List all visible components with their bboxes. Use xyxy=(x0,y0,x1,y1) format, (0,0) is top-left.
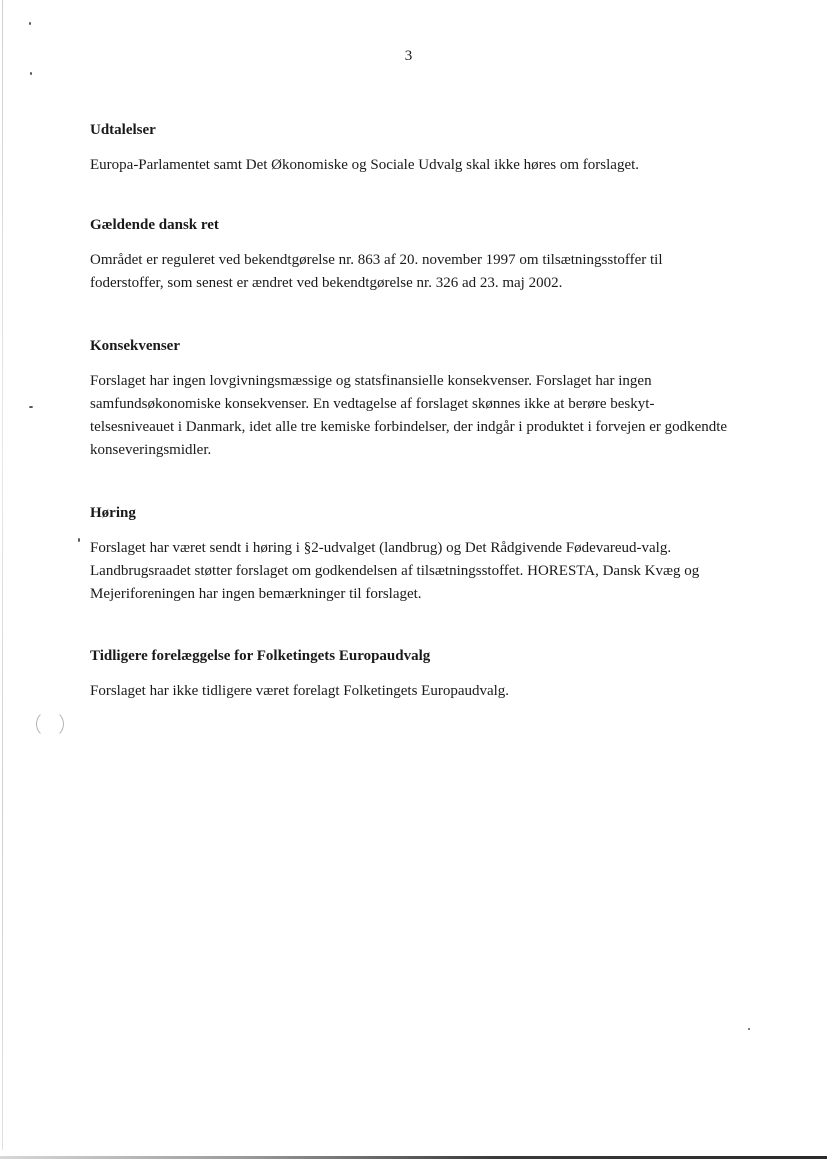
scan-speck xyxy=(29,406,33,408)
section-konsekvenser xyxy=(90,336,730,462)
scan-speck xyxy=(30,72,32,75)
section-heading: Udtalelser xyxy=(90,122,156,138)
section-udtalelser xyxy=(90,120,730,177)
scan-speck xyxy=(78,538,80,542)
section-gaeldende-dansk-ret xyxy=(90,215,730,295)
section-body: Forslaget har været sendt i høring i §2-udvalget (landbrug) og Det Rådgivende Fødevareud-valg. Landbrugsraadet støtter forslaget om godkendelsen af tilsætningsstoffet. HORESTA, Dansk Kvæg og Mejeriforeningen har ingen bemærkninger til forslaget. xyxy=(90,540,700,602)
section-body: Forslaget har ikke tidligere været forelagt Folketingets Europaudvalg. xyxy=(90,683,510,699)
scan-speck xyxy=(748,1028,750,1030)
section-heading: Konsekvenser xyxy=(90,338,180,354)
section-body: Området er reguleret ved bekendtgørelse nr. 863 af 20. november 1997 om tilsætningsstoffer til foderstoffer, som senest er ændret ved bekendtgørelse nr. 326 ad 23. maj 2002. xyxy=(90,252,663,291)
section-body: Forslaget har ingen lovgivningsmæssige og statsfinansielle konsekvenser. Forslaget har ingen samfundsøkonomiske konsekvenser. En vedtagelse af forslaget skønnes ikke at berøre beskyt-telsesniveauet i Danmark, idet alle tre kemiske forbindelser, der indgår i produktet i forvejen er godkendte konseveringsmidler. xyxy=(90,373,728,458)
section-heading: Gældende dansk ret xyxy=(90,217,219,233)
section-heading: Høring xyxy=(90,505,136,521)
page-number: 3 xyxy=(404,48,413,64)
section-heading: Tidligere forelæggelse for Folketingets Europaudvalg xyxy=(90,648,431,664)
punch-hole-mark xyxy=(36,710,64,738)
scan-bottom-edge xyxy=(0,1156,827,1159)
scan-speck xyxy=(29,22,31,25)
scan-left-edge xyxy=(2,0,3,1150)
section-tidligere-forelaeggelse xyxy=(90,646,730,703)
section-body: Europa-Parlamentet samt Det Økonomiske og Sociale Udvalg skal ikke høres om forslaget. xyxy=(90,157,640,173)
section-horing xyxy=(90,503,730,606)
